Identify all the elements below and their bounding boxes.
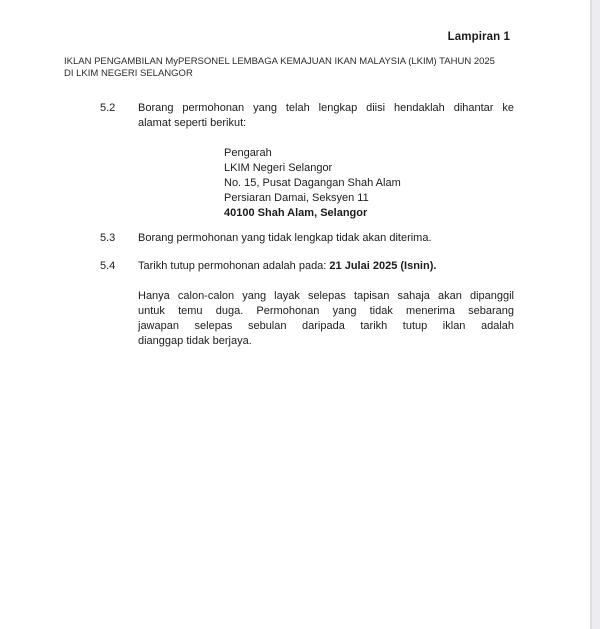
section-5-2-text: Borang permohonan yang telah lengkap diisi hendaklah dihantar ke alamat seperti berikut: <box>138 102 514 129</box>
document-title <box>64 56 564 80</box>
section-5-3 <box>100 231 514 246</box>
mailing-address-postcode-line: 40100 Shah Alam, Selangor <box>224 207 368 219</box>
mailing-address <box>224 146 401 221</box>
lampiran-heading: Lampiran 1 <box>447 31 510 43</box>
closing-date-value: 21 Julai 2025 (Isnin). <box>329 260 437 272</box>
closing-paragraph: Hanya calon-calon yang layak selepas tapisan sahaja akan dipanggil untuk temu duga. Permohonan yang tidak menerima sebarang jawapan selepas sebulan daripada tarikh tutup iklan adalah dianggap tidak berjaya. <box>138 290 514 347</box>
page-edge-strip <box>590 0 600 629</box>
section-5-2-number: 5.2 <box>100 102 116 114</box>
section-5-4 <box>100 259 514 274</box>
document-title-line2: DI LKIM NEGERI SELANGOR <box>64 68 193 79</box>
section-5-4-number: 5.4 <box>100 260 116 272</box>
mailing-address-lines: Pengarah LKIM Negeri Selangor No. 15, Pusat Dagangan Shah Alam Persiaran Damai, Seksyen 11 <box>224 147 401 204</box>
section-5-2 <box>100 101 514 131</box>
closing-date-label: Tarikh tutup permohonan adalah pada: <box>138 260 330 272</box>
section-5-3-text: Borang permohonan yang tidak lengkap tidak akan diterima. <box>138 232 432 244</box>
section-5-4-text <box>138 259 514 274</box>
section-5-3-number: 5.3 <box>100 232 116 244</box>
document-title-line1: IKLAN PENGAMBILAN MyPERSONEL LEMBAGA KEMAJUAN IKAN MALAYSIA (LKIM) TAHUN 2025 <box>64 56 495 67</box>
